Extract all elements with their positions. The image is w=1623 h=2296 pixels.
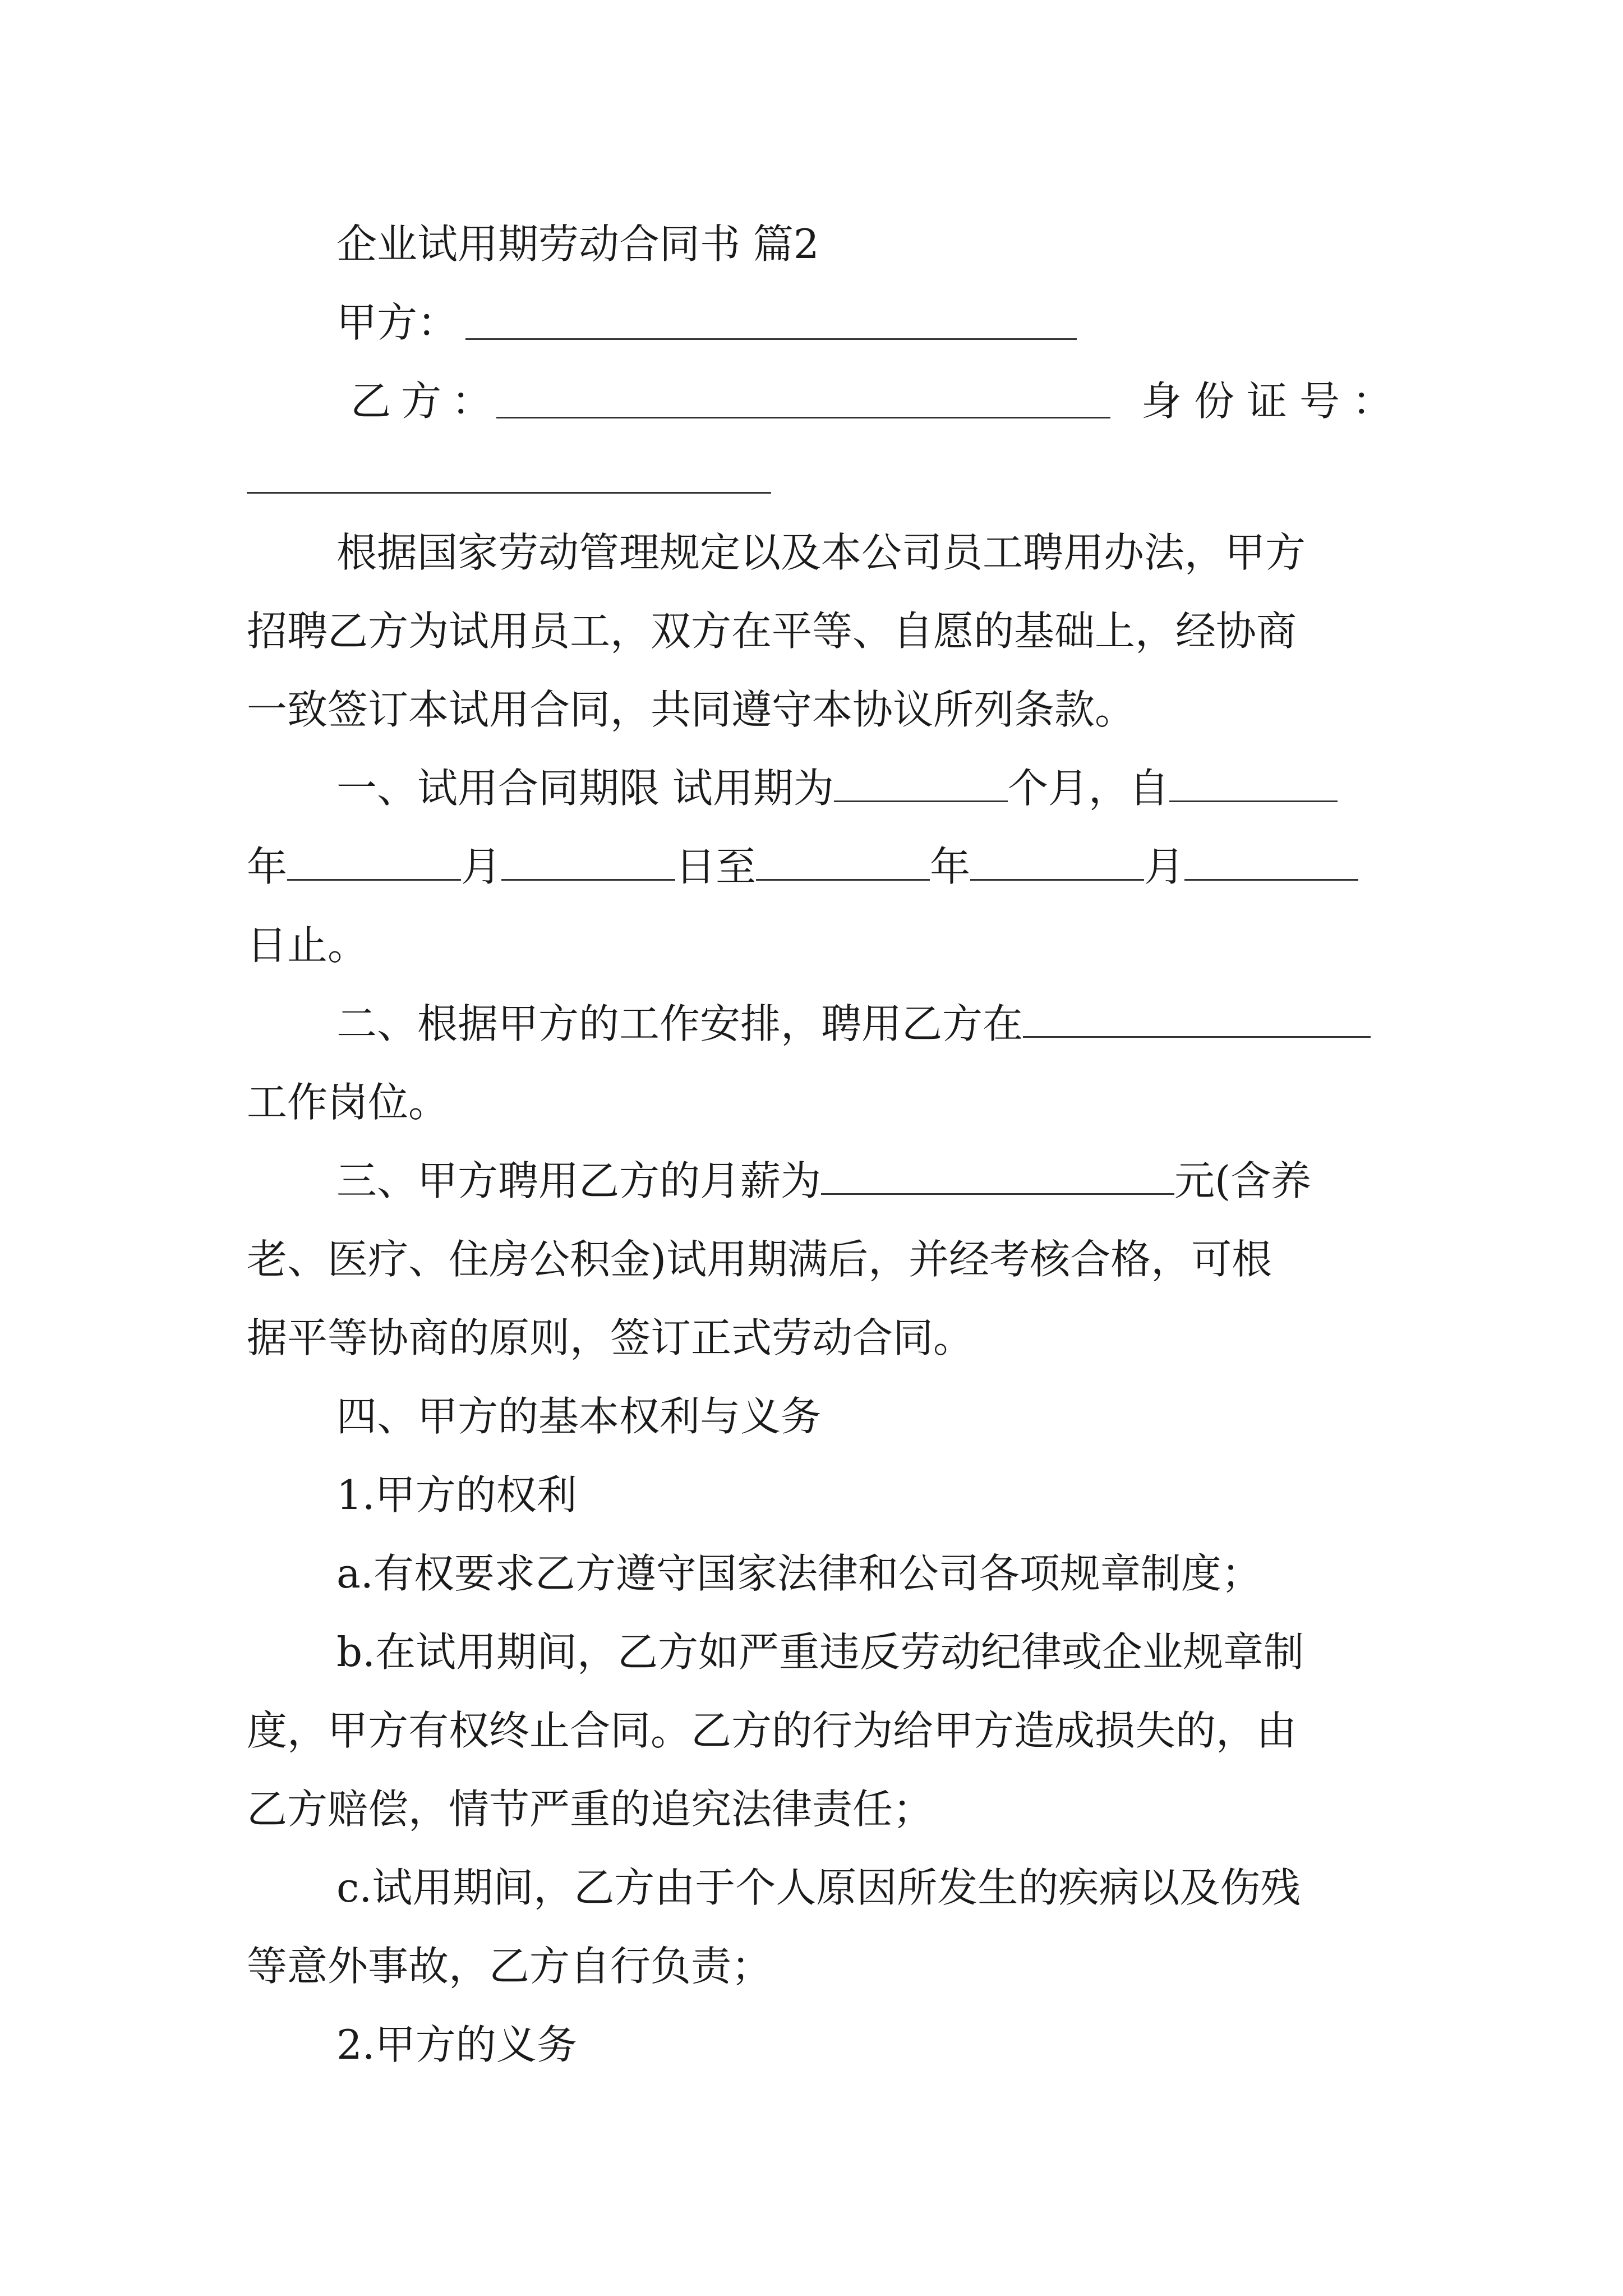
right-b-line3: 乙方赔偿，情节严重的追究法律责任； [247, 1786, 934, 1833]
start-day-blank[interactable] [501, 844, 675, 881]
clause1-line2 [247, 839, 1358, 895]
end-day-blank[interactable] [1184, 844, 1358, 881]
id-number-blank[interactable] [247, 492, 771, 494]
intro-line-2 [247, 603, 1385, 659]
right-c-line1: c.试用期间，乙方由于个人原因所发生的疾病以及伤残 [336, 1864, 1301, 1911]
right-b-line1: b.在试用期间，乙方如严重违反劳动纪律或企业规章制 [336, 1628, 1304, 1676]
clause1-part-b: 个月，自 [1007, 765, 1169, 812]
clause4-title: 四、甲方的基本权利与义务 [336, 1393, 822, 1440]
start-month-blank[interactable] [287, 844, 461, 881]
position-blank[interactable] [1023, 1001, 1371, 1038]
clause1-end: 日止。 [247, 922, 368, 969]
clause3-line3: 据平等协商的原则，签订正式劳动合同。 [247, 1314, 974, 1361]
clause1-month-1: 月 [461, 843, 502, 890]
clause1-part-a: 一、试用合同期限 试用期为 [336, 765, 834, 812]
right-b-line2 [247, 1703, 1385, 1759]
party-b-label: 乙方： [351, 378, 502, 425]
end-year-blank[interactable] [756, 844, 930, 881]
clause2-part-a: 二、根据甲方的工作安排，聘用乙方在 [336, 1000, 1023, 1047]
clause1-month-2: 月 [1144, 843, 1185, 890]
intro-text-1: 根据国家劳动管理规定以及本公司员工聘用办法，甲方 [336, 529, 1306, 576]
right-b-text-2: 度，甲方有权终止合同。乙方的行为给甲方造成损失的，由 [247, 1707, 1297, 1754]
clause3-part-a: 三、甲方聘用乙方的月薪为 [336, 1157, 822, 1204]
right-a: a.有权要求乙方遵守国家法律和公司各项规章制度； [336, 1550, 1262, 1597]
intro-line-1 [247, 524, 1385, 581]
document-title: 企业试用期劳动合同书 篇2 [336, 220, 819, 268]
duties-title: 2.甲方的义务 [336, 2021, 577, 2068]
clause1-day-to: 日至 [675, 843, 757, 890]
right-c-line2: 等意外事故，乙方自行负责； [247, 1943, 772, 1990]
clause2-part-b: 工作岗位。 [247, 1079, 449, 1126]
clause3-line2 [247, 1231, 1385, 1287]
party-b-blank[interactable] [496, 417, 1110, 418]
intro-text-2: 招聘乙方为试用员工，双方在平等、自愿的基础上，经协商 [247, 608, 1297, 655]
clause3-part-b: 元(含养 [1174, 1157, 1312, 1204]
clause1-year-2: 年 [930, 843, 971, 890]
rights-title: 1.甲方的权利 [336, 1471, 577, 1519]
party-a-label: 甲方： [336, 299, 458, 346]
clause2-line1 [336, 996, 1371, 1052]
clause1-line1 [336, 760, 1338, 816]
clause3-text-2: 老、医疗、住房公积金)试用期满后，并经考核合格，可根 [247, 1236, 1272, 1283]
clause3-line1 [336, 1153, 1311, 1209]
party-a-blank[interactable] [465, 338, 1077, 340]
start-blank[interactable] [1169, 766, 1338, 802]
id-number-label: 身份证号： [1141, 378, 1405, 425]
intro-text-3: 一致签订本试用合同，共同遵守本协议所列条款。 [247, 686, 1136, 733]
clause1-year-1: 年 [247, 843, 288, 890]
intro-line-3 [247, 682, 1385, 738]
trial-months-blank[interactable] [834, 766, 1008, 802]
end-month-blank[interactable] [970, 844, 1144, 881]
salary-blank[interactable] [821, 1158, 1174, 1195]
